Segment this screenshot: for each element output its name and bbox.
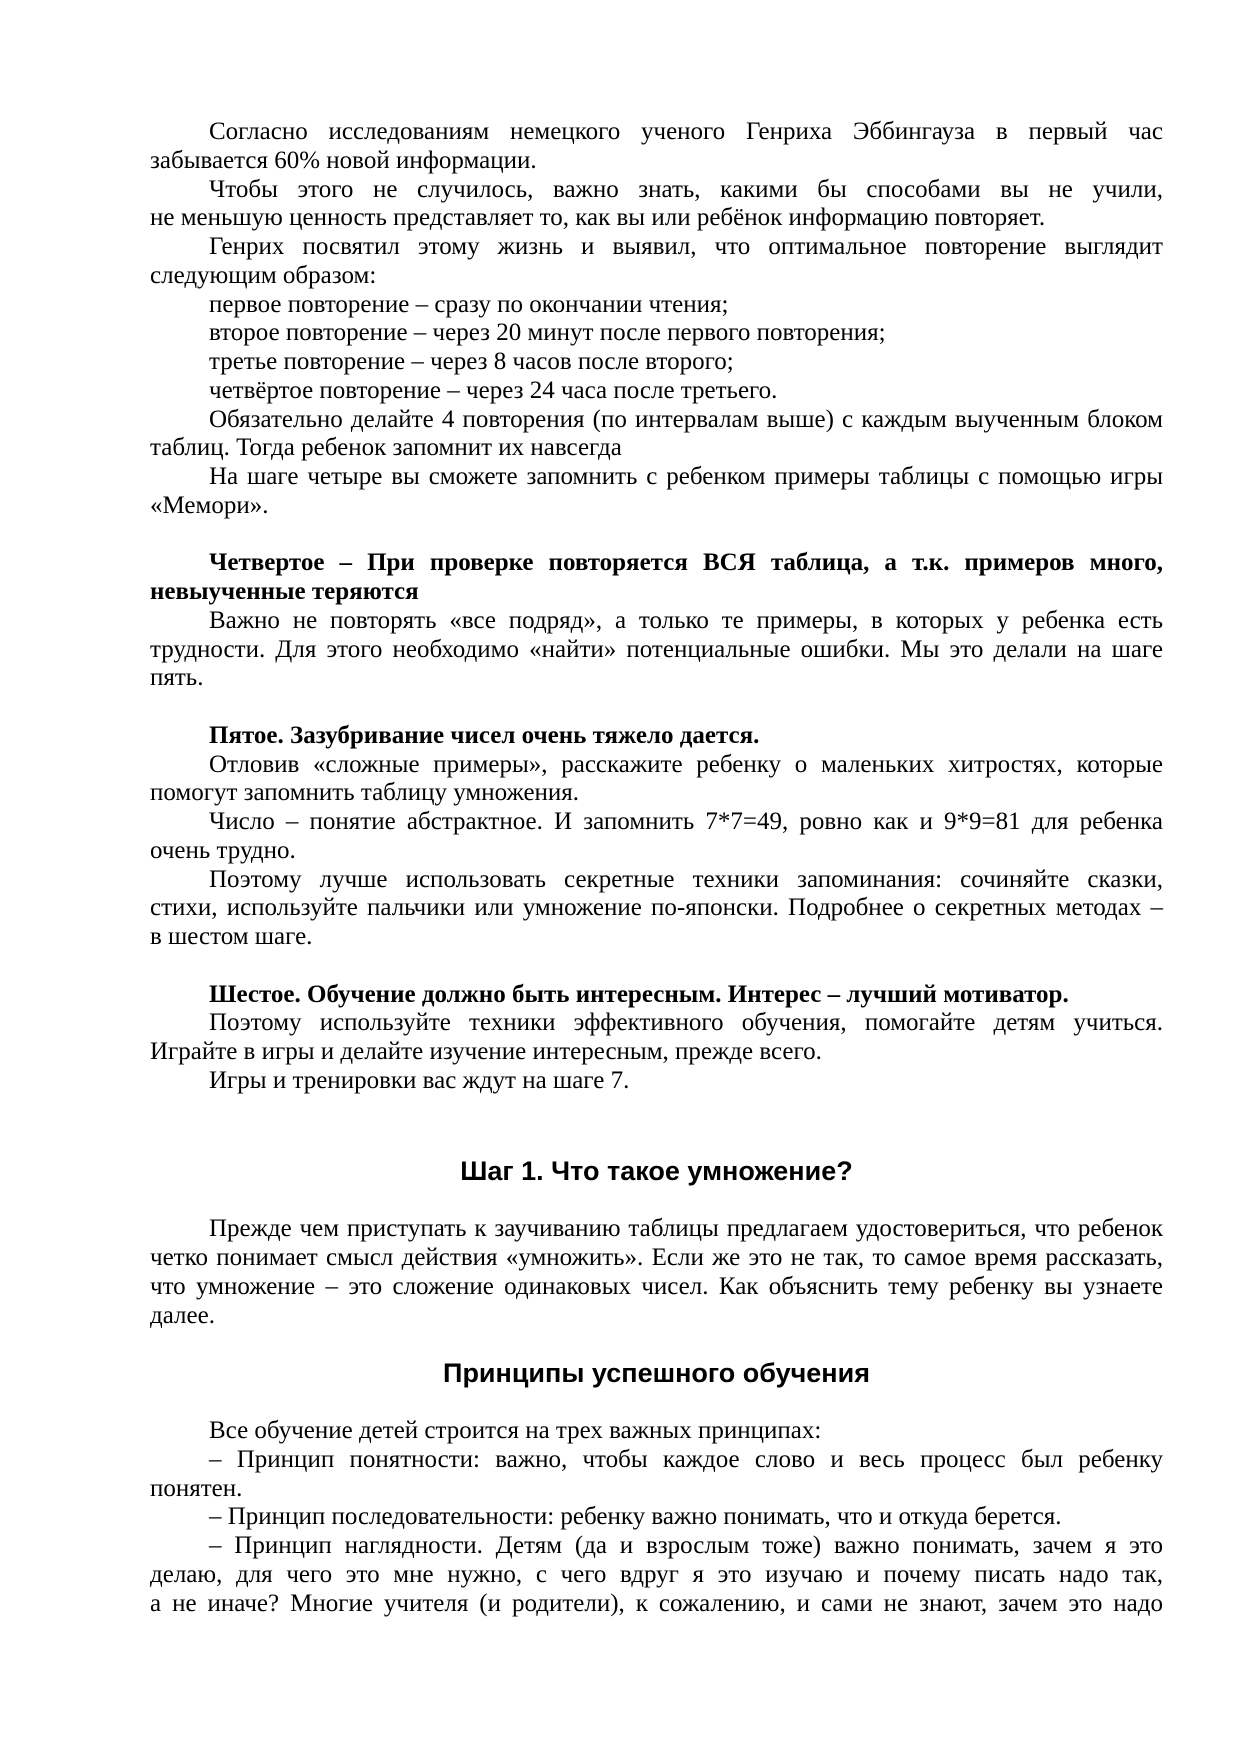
text-line: Прежде чем приступать к заучиванию таблицы предлагаем удостовериться, что ребенок <box>209 1215 1163 1243</box>
bold-text-line: Шестое. Обучение должно быть интересным. Интерес – лучший мотиватор. <box>209 980 1069 1008</box>
text-line: первое повторение – сразу по окончании чтения; <box>209 290 729 318</box>
blank-line <box>150 521 1163 550</box>
text-line: четко понимает смысл действия «умножить». Если же это не так, то самое время рассказать, <box>150 1244 1163 1271</box>
text-line: третье повторение – через 8 часов после второго; <box>209 348 734 375</box>
bold-text-line: Четвертое – При проверке повторяется ВСЯ таблица, а т.к. примеров много, <box>209 549 1163 577</box>
bold-text-line: Пятое. Зазубривание чисел очень тяжело дается. <box>209 721 760 749</box>
text-line: что умножение – это сложение одинаковых чисел. Как объяснить тему ребенку вы узнаете <box>150 1272 1163 1300</box>
text-line: понятен. <box>150 1474 243 1502</box>
blank-line <box>150 693 1163 722</box>
text-line: в шестом шаге. <box>150 923 313 950</box>
text-line: Игры и тренировки вас ждут на шаге 7. <box>209 1066 630 1094</box>
document-page <box>150 118 1163 1618</box>
text-line: делаю, для чего это мне нужно, с чего вдруг я это изучаю и почему писать надо так, <box>150 1560 1163 1588</box>
text-line: далее. <box>150 1301 215 1329</box>
text-line: четвёртое повторение – через 24 часа после третьего. <box>209 376 778 404</box>
text-line: пять. <box>150 664 204 692</box>
text-line: Поэтому используйте техники эффективного обучения, помогайте детям учиться. <box>209 1009 1163 1037</box>
text-line: Поэтому лучше использовать секретные техники запоминания: сочиняйте сказки, <box>209 865 1163 893</box>
text-line: – Принцип понятности: важно, чтобы каждое слово и весь процесс был ребенку <box>209 1445 1163 1473</box>
subsection-heading: Принципы успешного обучения <box>443 1358 870 1389</box>
text-line: – Принцип последовательности: ребенку важно понимать, что и откуда берется. <box>209 1503 1062 1531</box>
text-line: Число – понятие абстрактное. И запомнить 7*7=49, ровно как и 9*9=81 для ребенка <box>209 808 1163 835</box>
text-line: очень трудно. <box>150 836 296 864</box>
text-line: забывается 60% новой информации. <box>150 146 537 174</box>
text-line: На шаге четыре вы сможете запомнить с ребенком примеры таблицы с помощью игры <box>209 463 1163 490</box>
text-line: таблиц. Тогда ребенок запомнит их навсегда <box>150 434 622 462</box>
text-line: второе повторение – через 20 минут после первого повторения; <box>209 319 886 347</box>
text-line: – Принцип наглядности. Детям (да и взрослым тоже) важно понимать, зачем я это <box>209 1532 1163 1559</box>
text-line: Чтобы этого не случилось, важно знать, какими бы способами вы не учили, <box>209 175 1163 203</box>
text-line: Согласно исследованиям немецкого ученого Генриха Эббингауза в первый час <box>209 118 1163 145</box>
text-line: а не иначе? Многие учителя (и родители), к сожалению, и сами не знают, зачем это надо <box>150 1589 1163 1617</box>
text-line: трудности. Для этого необходимо «найти» потенциальные ошибки. Мы это делали на шаге <box>150 635 1163 663</box>
text-line: помогут запомнить таблицу умножения. <box>150 779 580 807</box>
text-line: Отловив «сложные примеры», расскажите ребенку о маленьких хитростях, которые <box>209 750 1163 778</box>
section-heading: Шаг 1. Что такое умножение? <box>460 1155 853 1186</box>
text-line: Все обучение детей строится на трех важных принципах: <box>209 1417 822 1444</box>
text-line: Играйте в игры и делайте изучение интересным, прежде всего. <box>150 1038 822 1065</box>
text-line: Важно не повторять «все подряд», а только те примеры, в которых у ребенка есть <box>209 606 1163 634</box>
blank-line <box>150 952 1163 981</box>
bold-text-line: невыученные теряются <box>150 578 419 605</box>
text-line: не меньшую ценность представляет то, как вы или ребёнок информацию повторяет. <box>150 204 1046 232</box>
text-line: следующим образом: <box>150 261 377 289</box>
text-line: Генрих посвятил этому жизнь и выявил, что оптимальное повторение выглядит <box>209 233 1163 260</box>
text-line: Обязательно делайте 4 повторения (по интервалам выше) с каждым выученным блоком <box>209 405 1163 433</box>
text-line: стихи, используйте пальчики или умножение по-японски. Подробнее о секретных методах – <box>150 894 1163 922</box>
text-line: «Мемори». <box>150 491 269 519</box>
